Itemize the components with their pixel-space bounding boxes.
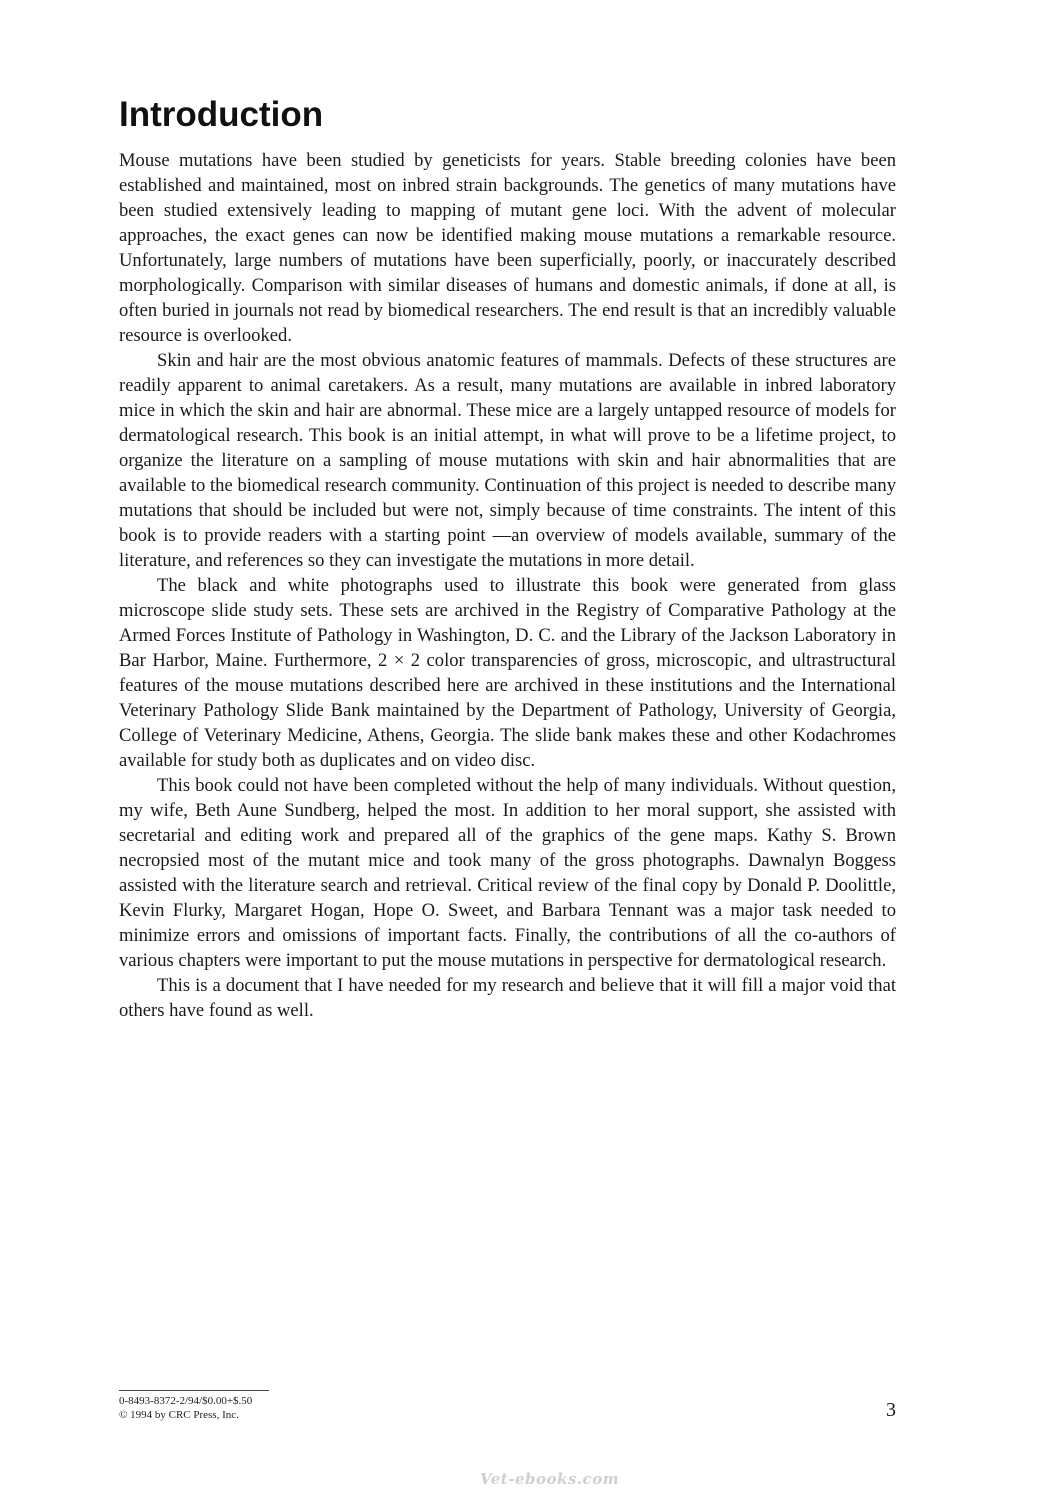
paragraph-3: The black and white photographs used to illustrate this book were generated from glass microscope slide study sets. These sets are archived in the Registry of Comparative Pathology at the Armed Forces Institute of Pathology in Washington, D. C. and the Library of the Jackson Laboratory in Bar Harbor, Maine. Furthermore, 2 × 2 color transparencies of gross, microscopic, and ultrastructural features of the mouse mutations described here are archived in these institutions and the International Veterinary Pathology Slide Bank maintained by the Department of Pathology, University of Georgia, College of Veterinary Medicine, Athens, Georgia. The slide bank makes these and other Kodachromes available for study both as duplicates and on video disc. — [119, 575, 896, 771]
page-number: 3 — [886, 1399, 896, 1421]
paragraph-1: Mouse mutations have been studied by geneticists for years. Stable breeding colonies have been established and maintained, most on inbred strain backgrounds. The genetics of many mutations have been studied extensively leading to mapping of mutant gene loci. With the advent of molecular approaches, the exact genes can now be identified making mouse mutations a remarkable resource. Unfortunately, large numbers of mutations have been superficially, poorly, or inaccurately described morphologically. Comparison with similar diseases of humans and domestic animals, if done at all, is often buried in journals not read by biomedical researchers. The end result is that an incredibly valuable resource is overlooked. — [119, 150, 896, 346]
footer-info — [119, 1394, 252, 1422]
copyright-line: © 1994 by CRC Press, Inc. — [119, 1409, 239, 1421]
paragraph-5: This is a document that I have needed for my research and believe that it will fill a major void that others have found as well. — [119, 975, 896, 1021]
footer-rule — [119, 1390, 269, 1391]
isbn-line: 0-8493-8372-2/94/$0.00+$.50 — [119, 1395, 253, 1407]
page-title: Introduction — [119, 95, 324, 134]
body-text — [119, 148, 896, 1023]
paragraph-4: This book could not have been completed without the help of many individuals. Without question, my wife, Beth Aune Sundberg, helped the most. In addition to her moral support, she assisted with secretarial and editing work and prepared all of the graphics of the gene maps. Kathy S. Brown necropsied most of the mutant mice and took many of the gross photographs. Dawnalyn Boggess assisted with the literature search and retrieval. Critical review of the final copy by Donald P. Doolittle, Kevin Flurky, Margaret Hogan, Hope O. Sweet, and Barbara Tennant was a major task needed to minimize errors and omissions of important facts. Finally, the contributions of all the co-authors of various chapters were important to put the mouse mutations in perspective for dermatological research. — [119, 775, 896, 971]
watermark-logo: Vet-ebooks.com — [480, 1470, 620, 1488]
paragraph-2: Skin and hair are the most obvious anatomic features of mammals. Defects of these structures are readily apparent to animal caretakers. As a result, many mutations are available in inbred laboratory mice in which the skin and hair are abnormal. These mice are a largely untapped resource of models for dermatological research. This book is an initial attempt, in what will prove to be a lifetime project, to organize the literature on a sampling of mouse mutations with skin and hair abnormalities that are available to the biomedical research community. Continuation of this project is needed to describe many mutations that should be included but were not, simply because of time constraints. The intent of this book is to provide readers with a starting point —an overview of models available, summary of the literature, and references so they can investigate the mutations in more detail. — [119, 350, 896, 571]
